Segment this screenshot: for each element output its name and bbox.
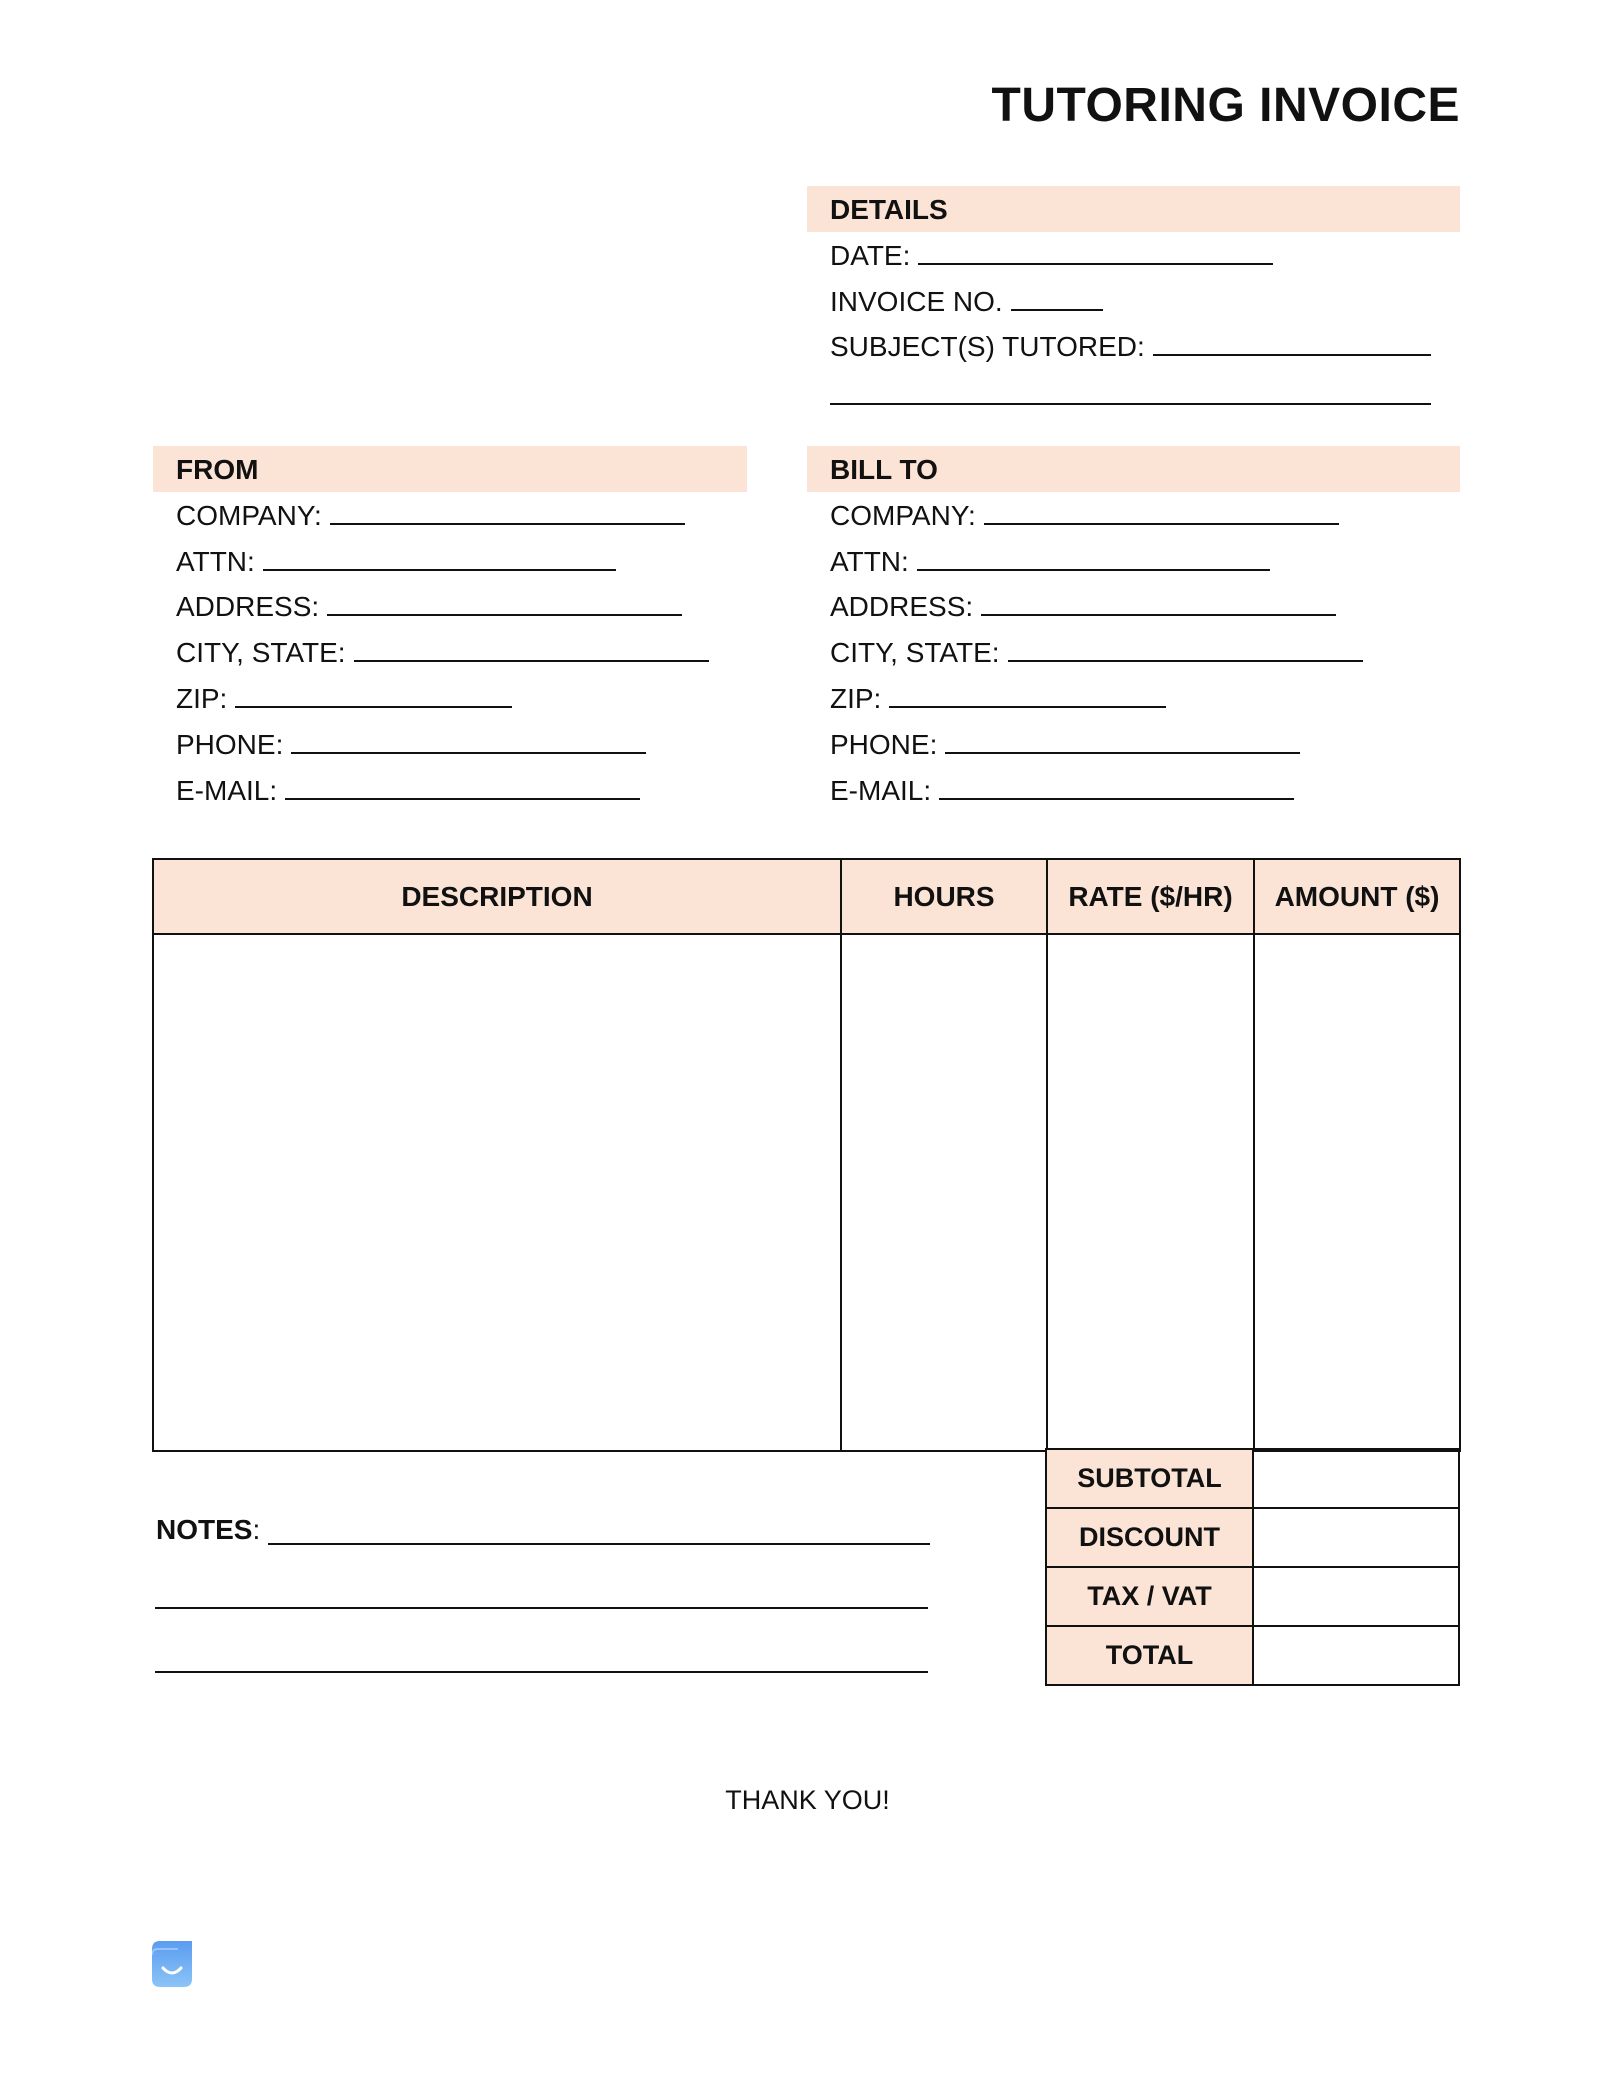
bill-to-header-band — [807, 446, 1460, 492]
from-company-field[interactable]: COMPANY: — [176, 500, 685, 532]
thank-you-text: THANK YOU! — [725, 1785, 890, 1815]
column-header-rate: RATE ($/HR) — [1047, 859, 1254, 934]
subjects-line[interactable] — [1153, 332, 1431, 356]
total-value[interactable] — [1253, 1626, 1459, 1685]
invoice-no-line[interactable] — [1011, 287, 1103, 311]
discount-label: DISCOUNT — [1046, 1508, 1253, 1567]
subtotal-row — [1046, 1449, 1459, 1508]
from-address-field[interactable]: ADDRESS: — [176, 591, 682, 623]
bill-to-company-field[interactable]: COMPANY: — [830, 500, 1339, 532]
from-zip-field[interactable]: ZIP: — [176, 683, 512, 715]
from-phone-field[interactable]: PHONE: — [176, 729, 646, 761]
date-field[interactable]: DATE: — [830, 240, 1273, 272]
hours-cell[interactable] — [841, 934, 1047, 1451]
from-header-band — [153, 446, 747, 492]
total-row — [1046, 1626, 1459, 1685]
bill-to-email-field[interactable]: E-MAIL: — [830, 775, 1294, 807]
totals-table — [1045, 1448, 1460, 1686]
details-header-band — [807, 186, 1460, 232]
notes-line-1[interactable] — [268, 1543, 930, 1545]
notes-line-2[interactable] — [155, 1607, 928, 1609]
bill-to-address-field[interactable]: ADDRESS: — [830, 591, 1336, 623]
from-attn-field[interactable]: ATTN: — [176, 546, 616, 578]
notes-line-3[interactable] — [155, 1671, 928, 1673]
subtotal-label: SUBTOTAL — [1046, 1449, 1253, 1508]
rate-cell[interactable] — [1047, 934, 1254, 1451]
invoice-no-field[interactable]: INVOICE NO. — [830, 286, 1103, 318]
line-items-table — [152, 858, 1461, 1452]
bill-to-attn-field[interactable]: ATTN: — [830, 546, 1270, 578]
bill-to-phone-field[interactable]: PHONE: — [830, 729, 1300, 761]
subjects-field[interactable]: SUBJECT(S) TUTORED: — [830, 331, 1431, 363]
document-smile-icon — [152, 1941, 192, 1987]
subtotal-value[interactable] — [1253, 1449, 1459, 1508]
details-header: DETAILS — [830, 194, 948, 225]
notes-label: NOTES: — [156, 1514, 261, 1545]
bill-to-city-state-field[interactable]: CITY, STATE: — [830, 637, 1363, 669]
total-label: TOTAL — [1046, 1626, 1253, 1685]
invoice-title: TUTORING INVOICE — [991, 79, 1460, 132]
description-cell[interactable] — [153, 934, 841, 1451]
discount-value[interactable] — [1253, 1508, 1459, 1567]
from-email-field[interactable]: E-MAIL: — [176, 775, 640, 807]
column-header-hours: HOURS — [841, 859, 1047, 934]
column-header-amount: AMOUNT ($) — [1254, 859, 1460, 934]
tax-row — [1046, 1567, 1459, 1626]
tax-label: TAX / VAT — [1046, 1567, 1253, 1626]
column-header-description: DESCRIPTION — [153, 859, 841, 934]
from-header: FROM — [176, 454, 259, 485]
bill-to-zip-field[interactable]: ZIP: — [830, 683, 1166, 715]
discount-row — [1046, 1508, 1459, 1567]
amount-cell[interactable] — [1254, 934, 1460, 1451]
table-row — [153, 934, 1460, 1451]
tax-value[interactable] — [1253, 1567, 1459, 1626]
subjects-extra-line[interactable] — [830, 403, 1431, 405]
bill-to-header: BILL TO — [830, 454, 938, 485]
from-city-state-field[interactable]: CITY, STATE: — [176, 637, 709, 669]
date-line[interactable] — [918, 241, 1273, 265]
